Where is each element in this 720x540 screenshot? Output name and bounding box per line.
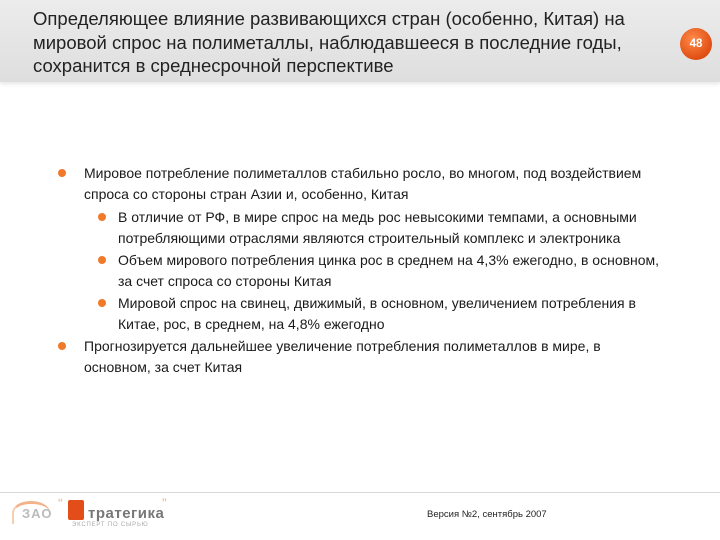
logo-c-mark <box>68 500 84 520</box>
strategika-logo-icon <box>12 495 167 529</box>
bullet-dot-icon <box>58 342 66 350</box>
slide-footer <box>0 492 720 540</box>
list-item <box>58 293 668 335</box>
list-item <box>58 336 668 378</box>
logo-open-quote: “ <box>58 495 63 511</box>
list-item <box>58 207 668 249</box>
logo-close-quote: ” <box>162 495 167 511</box>
bullet-text: В отличие от РФ, в мире спрос на медь рос невысокими темпами, а основными потребляющими отраслями являются строительный комплекс и электроника <box>118 209 637 246</box>
list-item <box>58 250 668 292</box>
footer-divider <box>0 492 720 493</box>
bullet-text: Мировой спрос на свинец, движимый, в основном, увеличением потребления в Китае, рос, в среднем, на 4,8% ежегодно <box>118 295 636 332</box>
bullet-text: Объем мирового потребления цинка рос в среднем на 4,3% ежегодно, в основном, за счет спроса со стороны Китая <box>118 252 660 289</box>
logo-prefix: ЗАО <box>22 506 53 521</box>
logo-tagline: ЭКСПЕРТ ПО СЫРЬЮ <box>72 522 149 528</box>
bullet-dot-icon <box>98 213 106 221</box>
list-item <box>58 163 668 205</box>
page-number-badge: 48 <box>680 28 712 60</box>
logo-name: тратегика <box>88 505 165 522</box>
bullet-dot-icon <box>58 169 66 177</box>
bullet-list <box>58 163 668 378</box>
slide-header <box>0 0 720 82</box>
bullet-dot-icon <box>98 299 106 307</box>
bullet-dot-icon <box>98 256 106 264</box>
version-label: Версия №2, сентябрь 2007 <box>427 509 547 520</box>
bullet-text: Мировое потребление полиметаллов стабильно росло, во многом, под воздействием спроса со стороны стран Азии и, особенно, Китая <box>84 165 642 202</box>
slide-title: Определяющее влияние развивающихся стран (особенно, Китая) на мировой спрос на полиметаллы, наблюдавшееся в последние годы, сохранится в среднесрочной перспективе <box>33 8 625 76</box>
bullet-text: Прогнозируется дальнейшее увеличение потребления полиметаллов в мире, в основном, за счет Китая <box>84 338 601 375</box>
